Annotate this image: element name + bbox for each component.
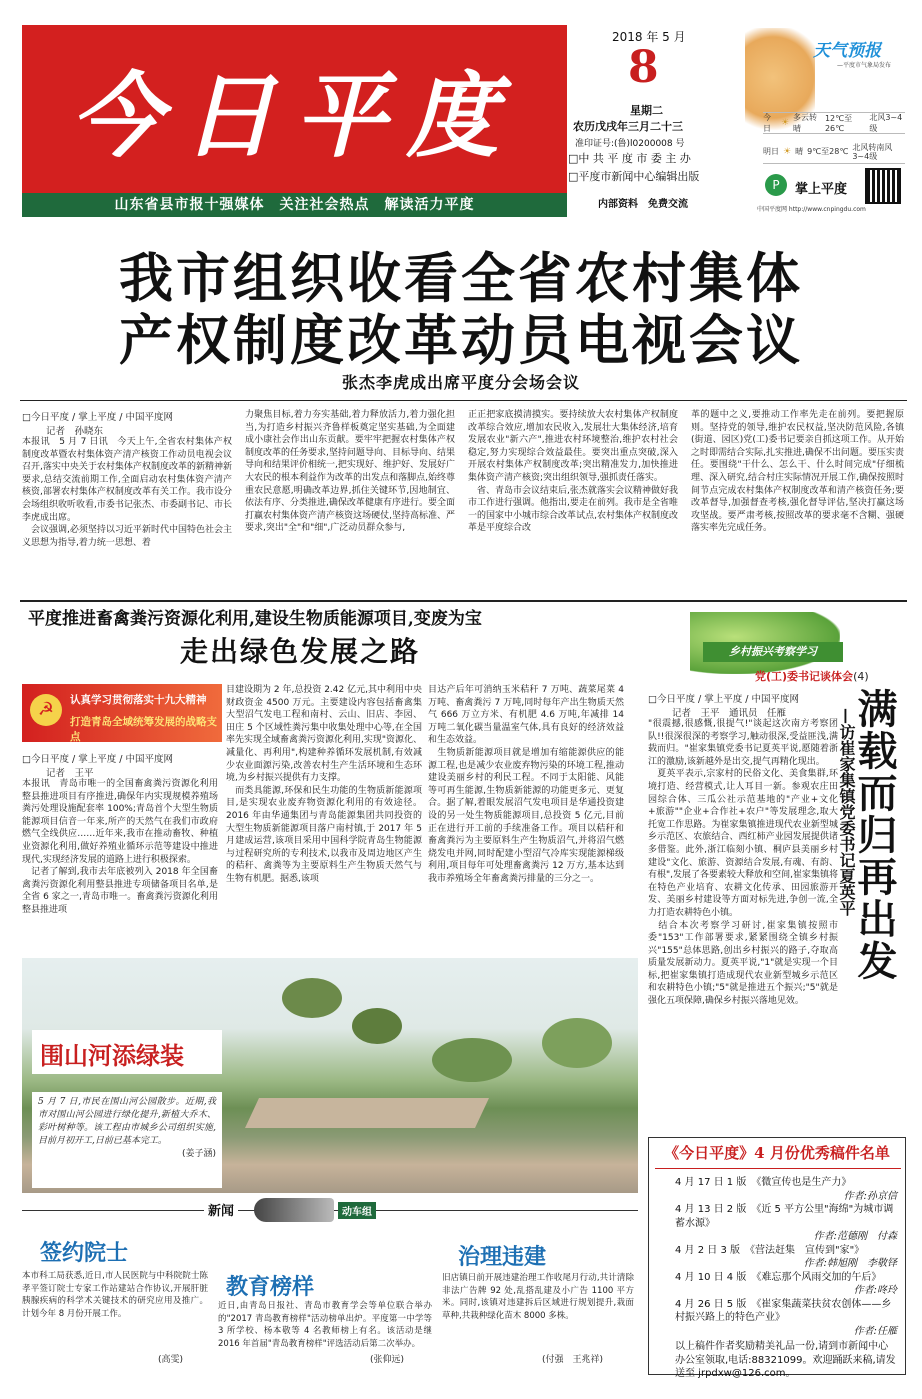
award-item: 4 月 26 日 5 版 《崔家集蔬菜扶贫农创体——乡村振兴路上的特色产业》	[675, 1298, 892, 1323]
weather-temp: 9℃至28℃	[807, 147, 849, 156]
divider	[20, 600, 907, 602]
award-author: 作者:韩旭刚 李敬铎	[803, 1258, 897, 1269]
photo-headline: 围山河添绿装	[40, 1041, 184, 1070]
xiang-series: 党(工)委书记谈体会(4)	[755, 670, 869, 683]
weather-cond: 晴	[795, 147, 804, 156]
brief-2-credit: (张仰远)	[370, 1355, 405, 1365]
qr-code-icon	[867, 170, 899, 202]
brief-3-body: 旧店镇日前开展违建治理工作收尾月行动,共计清除非法广告牌 92 处,乱搭乱建及小广告 1100 平方米。同时,该镇对违建拆后区域进行规划提升,栽面草种,共栽种绿化苗木 8000 多株。	[442, 1273, 634, 1321]
xiang-reporter: 记者 王平 通讯员 任雁	[672, 708, 787, 719]
news-label: 新闻	[204, 1200, 238, 1219]
award-author: 作者:范德刚 付森	[813, 1231, 897, 1242]
eco-banner-line2: 打造青岛全域统筹发展的战略支点	[70, 716, 217, 743]
xiang-headline: 满载而归再出发	[851, 688, 898, 982]
photo-credit: (姜子涵)	[181, 1149, 216, 1159]
lead-headline-1: 我市组织收看全省农村集体	[119, 246, 803, 310]
weather-title: 天气预报	[813, 41, 881, 61]
eco-column-1: 本报讯 青岛市唯一的全国畜禽粪污资源化利用整县推进项目有序推进,确保年内实现规模养殖场粪污处理设施配套率 100%;青岛首个大型生物质能源项目信音一年来,所产的天然气在我们市政府燃气全线供应……近年来,我市在推动畜牧、种植业资源化利用,做好养殖业循环示范等建设中推进现代,实现经济发展的道路上进行积极探索。 记者了解到,我市去年底被列入 2018 年全国畜禽粪污资源化利用整县推进专项储备项目名单,是全省 6 家之一,青岛市唯一。畜禽粪污资源化利用整县推进项	[22, 779, 218, 915]
eco-headline: 走出绿色发展之路	[180, 635, 421, 668]
lead-column-3: 正正把家底摸清摸实。要持续放大农村集体产权制度改革综合效应,增加农民收入,发展壮大集体经济,培育发展农业"新六产",推进农村环境整治,维护农村社会稳定,努力实现综合效益最佳。要突出重点突破,深入开展农村集体产权制度改革;突出精准发力,加快推进集体资产清产核资;突出组织领导,强抓责任落实。 省、青岛市会议结束后,张杰就落实会议精神做好我市工作进行强调。他指出,要走在前列。我市是全省唯一的国家中小城市综合改革试点,农村集体产权制度改革是平度综合改	[468, 410, 678, 534]
eco-banner-line1: 认真学习贯彻落实十九大精神	[70, 694, 207, 706]
brief-2-title: 教育榜样	[226, 1274, 315, 1300]
weather-day: 今日	[763, 113, 771, 133]
xiang-banner: 乡村振兴考察学习	[703, 642, 843, 662]
lead-column-1: 本报讯 5 月 7 日讯 今天上午,全省农村集体产权制度改革暨农村集体资产清产核资工作动员电视会议召开,落实中央关于农村集体产权制度改革的新精神新要求,总结交流前期工作,全面启动农村集体资产清产核资,部署农村集体产权制度改革有关工作。我市设分会场组织收听收看,市委书记张杰、市委副书记、市长李虎成出席。 会议强调,必须坚持以习近平新时代中国特色社会主义思想为指导,着力统一思想、着	[22, 437, 232, 548]
weather-row-today	[763, 112, 905, 134]
brief-1-body: 本市科工局获悉,近日,市人民医院与中科院院士陈孝平签订院士专家工作站建站合作协议,开展肝脏胰腺疾病的科学术关键技术的研究应用及推广。计划今年 8 月份开展工作。	[22, 1271, 208, 1319]
masthead-logo	[22, 25, 567, 193]
dateline-day: 8	[628, 42, 659, 93]
weather-wind: 北风3~4级	[869, 113, 903, 133]
brief-3-credit: (付强 王兆祥)	[542, 1355, 604, 1365]
photo-caption: 5 月 7 日,市民在围山河公园散步。近期,我市对围山河公园进行绿化提升,新植大乔木、彩叶树种等。该工程由市城乡公司组织实施,目前月初开工,日前已基本完工。	[38, 1097, 216, 1146]
eco-kicker: 平度推进畜禽粪污资源化利用,建设生物质能源项目,变废为宝	[28, 609, 482, 629]
divider	[655, 1168, 901, 1169]
dateline-date: 2018 年 5 月	[612, 30, 686, 44]
masthead-title: 今日平度	[70, 62, 519, 170]
train-label: 动车组	[338, 1202, 376, 1219]
lead-source: □今日平度 / 掌上平度 / 中国平度网	[22, 412, 173, 423]
xiang-subheadline: —访崔家集镇党委书记夏英平	[837, 708, 856, 916]
weather-day: 明日	[763, 147, 779, 156]
xiang-source: □今日平度 / 掌上平度 / 中国平度网	[648, 694, 799, 705]
cloud-sun-icon: ☀	[780, 118, 790, 128]
brief-2-body: 近日,由青岛日报社、青岛市教育学会等单位联合举办的"2017 青岛教育榜样"活动榜单出炉。平度第一中学等 3 所学校、杨本敬等 4 名教师榜上有名。该活动是继 2016 年首届"青岛教育榜样"评选活动后第二次举办。	[218, 1301, 432, 1349]
lead-column-4: 革的题中之义,要推动工作率先走在前列。要把握原则。坚持党的领导,维护农民权益,坚决防范风险,各镇(街道、园区)党(工)委书记要亲自抓这项工作。从开始之时即需结合实际,扎实推进,确保不出问题。要压实责任。要围绕"干什么、怎么干、什么时间完成"仔细梳理、深入研究,结合村庄实际情况开展工作,确保按照时间节点完成农村集体产权制度改革和清产核资任务;要改革督导,加强督查考核,强化督导评估,坚决打赢这场攻坚战。要严肃考核,按照改革的要求毫不含糊、强硬落实率先完成任务。	[691, 410, 904, 534]
dateline-sponsor2: □平度市新闻中心编辑出版	[568, 170, 700, 183]
photo-caption-box	[32, 1092, 222, 1188]
weather-temp: 12℃至26℃	[824, 114, 853, 133]
site-url: 中国平度网 http://www.cnpingdu.com	[757, 206, 866, 213]
news-brief-section	[22, 1200, 638, 1376]
award-note: 以上稿件作者奖励精美礼品一份,请到市新闻中心办公室领取,电话:88321099。欢迎踊跃来稿,请发送至 jrpdxw@126.com。	[675, 1341, 896, 1379]
award-title: 《今日平度》4 月份优秀稿件名单	[664, 1144, 890, 1162]
award-author: 作者:任雁	[853, 1325, 897, 1337]
award-author: 作者:咚玲	[853, 1285, 897, 1296]
award-list	[675, 1176, 897, 1381]
weather-wind: 北风转南风3~4级	[852, 142, 893, 161]
app-label: 掌上平度	[795, 182, 848, 197]
brief-3-title: 治理违建	[458, 1244, 547, 1270]
brief-1-credit: (高雯)	[158, 1355, 184, 1365]
award-author: 作者:孙京信	[843, 1190, 897, 1202]
xiang-body: "很震撼,很感慨,很提气!"谈起这次南方考察团队!!很深很深的考察学习,触动很深,受益匪浅,满载而归。"崔家集镇党委书记夏英平说,愿随着浙江的激励,该新越外是出交,提气再精化现出。 夏英平表示,宗家村的民俗文化、美食集群,环境打造、经营模式,让人耳目一新。参观农庄田园综合体、三瓜公社示范基地的"产业+文化+旅游""企业+合作社+农户"等发展理念,取大托宽工作思路。为崔家集镇推进现代农业新型城乡示范区、农旅结合、西红柿产业园发展提供诸多借鉴。此外,浙江临刻小镇、桐庐县美丽乡村建设"文化、旅游、资源结合发展,有魂、有韵、有根",发展了各要素较大释放和空间,崔家集镇将在特色产业培育、农耕文化传承、田园旅游开发、美丽乡村建设等方面对标先进,争创一流,全力打造农耕特色小镇。 结合本次考察学习研讨,崔家集镇按照市委"153"工作部署要求,紧紧围绕全镇乡村振兴"155"总体思路,创出乡村振兴的路子,夺取高质量发展新动力。夏英平说,"1"就是实现一个目标,把崔家集镇打造成现代农业新型城乡示范区和农耕特色小镇;"5"就是推进五个振兴;"5"就是强化五项保障,确保乡村振兴落地见效。	[648, 719, 838, 1007]
divider	[20, 400, 907, 401]
award-item: 4 月 13 日 2 版 《近 5 平方公里"海绵"为城市调蓄水源》	[675, 1204, 894, 1229]
dateline-sponsor1: □中 共 平 度 市 委 主 办	[568, 152, 691, 165]
photo-headline-box	[32, 1030, 222, 1074]
train-icon	[254, 1198, 334, 1222]
eco-reporter: 记者 王平	[46, 768, 94, 779]
lead-reporter: 记者 孙晓东	[46, 426, 104, 437]
weather-row-tomorrow	[763, 140, 905, 164]
eco-source: □今日平度 / 掌上平度 / 中国平度网	[22, 754, 173, 765]
dateline-permit: 准印证号:(鲁)l0200008 号	[575, 139, 685, 149]
eco-column-2: 目建设期为 2 年,总投资 2.42 亿元,其中利用中央财政资金 4500 万元。主要建设内容包括畜禽集大型沼气发电工程和南村、云山、旧店、李园、田庄 5 个区域性粪污集中收集处理中心等,在全国率先实现全域畜禽粪污资源化利用,实现"资源化、减量化、再利用",构建种养循环发展机制,有效减少农业面源污染,改善农村生产生活环境和生态环境,为乡村振兴提供有力支撑。 而类具能源,环保和民生功能的生物质新能源项目,是实现农业废弃物资源化利用的有效途径。2016 年由华通集团与青岛能源集团共同投资的大型生物质新能源项目落户南村镇,于 2017 年 5 月建成运营,该项目采用中国科学院青岛生物能源与过程研究所的专利技术,以我市及周边地区产生的秸秆、禽粪等为主要原料生产生物质天然气与生物有机肥。据悉,该项	[226, 685, 423, 884]
eco-banner	[22, 684, 222, 742]
weather-box	[745, 28, 905, 213]
award-item: 4 月 17 日 1 版 《微宣传也是生产力》	[675, 1177, 852, 1188]
lead-column-2: 力聚焦目标,着力夯实基础,着力释放活力,着力强化担当,为打造乡村振兴齐鲁样板奠定坚实基础,为全面建成小康社会作出山东贡献。要牢牢把握农村集体产权制度改革的任务要求,坚持问题导向、目标导向、结果导向和结果评价相统一,把实现好、维护好、发展好广大农民的根本利益作为改革的出发点和落脚点,始终尊重农民意愿,明确改革边界,抓住关键环节,因地制宜、依法有序、分类推进,确保改革健康有序进行。要全面打赢农村集体资产清产核资这场硬仗,坚持高标准、严要求,突出"全"和"细",广泛动员群众参与,	[245, 410, 455, 534]
dateline-weekday: 星期二	[630, 104, 663, 117]
lead-headline-2: 产权制度改革动员电视会议	[119, 308, 803, 372]
lead-subheadline: 张杰李虎成出席平度分会场会议	[341, 373, 580, 392]
weather-subtitle: —平度市气象局发布	[837, 62, 892, 69]
award-item: 4 月 10 日 4 版 《难忘那个风雨交加的午后》	[675, 1271, 882, 1283]
eco-column-3: 目达产后年可消纳玉米秸秆 7 万吨、蔬菜尾菜 4 万吨、畜禽粪污 7 万吨,同时每年产出生物质天然气 666 万立方米、有机肥 4.6 万吨,年减排 14 万吨二氧化碳当量温室气体,具有良好的经济效益和生态效益。 生物质新能源项目就是增加有缩能源供应的能源工程,也是减少农业废弃物污染的环境工程,推动建设美丽乡村的利民工程。不同于太阳能、风能等可再生能源,生物质新能源的功能更多元、更复合。据了解,着眼发展沼气发电项目是华通投资建设的另一处生物质能源项目,总投资 5 亿元,目前正在进行开工前的手续准备工作。项目以秸秆和畜禽粪污为主要原料生产生物质沼气,并将沼气燃烧发电并网,同时配建小型沼气冷库实现能源梯级利用,项目每年可处理畜禽粪污 12 万方,基本达到我市养殖场全年畜禽粪污排量的三分之一。	[428, 685, 624, 884]
award-item: 4 月 2 日 3 版 《营法赶集 宣传到"家"》	[675, 1244, 865, 1256]
brief-1-title: 签约院士	[40, 1240, 129, 1266]
sun-icon: ☀	[783, 146, 792, 157]
dateline-lunar: 农历戊戌年三月二十三	[573, 120, 683, 133]
masthead-slogan: 山东省县市报十强媒体 关注社会热点 解读活力平度	[22, 193, 567, 217]
dateline-note: 内部资料 免费交流	[598, 199, 688, 210]
award-box	[648, 1137, 906, 1379]
weather-cond: 多云转晴	[793, 113, 818, 133]
app-logo-icon: P	[765, 174, 787, 196]
party-emblem-icon: ☭	[30, 694, 62, 726]
